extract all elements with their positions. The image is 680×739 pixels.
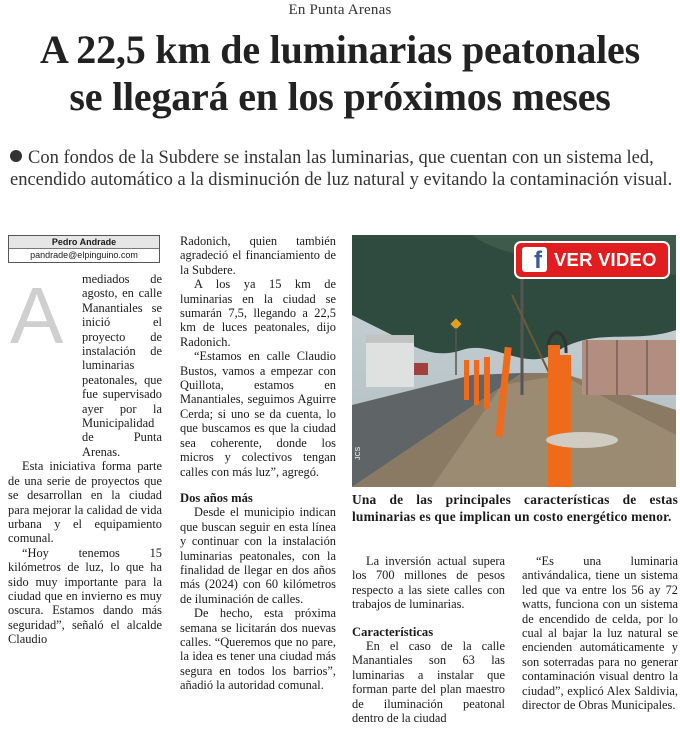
video-button-label: VER VIDEO bbox=[554, 249, 657, 270]
article-kicker: En Punta Arenas bbox=[288, 2, 392, 18]
byline-email: pandrade@elpinguino.com bbox=[30, 250, 138, 260]
paragraph: Esta iniciativa forma parte de una serie de proyectos que se desarrollan en la ciudad para mejorar la calidad de vida urbana y el equipamiento comunal. bbox=[8, 459, 162, 546]
body-column-1 bbox=[8, 272, 162, 647]
paragraph: En el caso de la calle Manantiales son 63 las luminarias a instalar que forman parte del plan maestro de iluminación peatonal dentro de la ciudad bbox=[352, 639, 505, 726]
article-lede bbox=[10, 147, 678, 191]
paragraph: mediados de agosto, en calle Manantiales se inició el proyecto de instalación de luminarias peatonales, que fue supervisado ayer por la Municipalidad de Punta Arenas. bbox=[82, 272, 162, 459]
video-button[interactable] bbox=[516, 243, 668, 277]
photo-caption: Una de las principales características de estas luminarias es que implican un costo energético menor. bbox=[352, 492, 678, 524]
lede-text: Con fondos de la Subdere se instalan las luminarias, que cuentan con un sistema led, encendido automático a la disminución de luz natural y evitando la contaminación visual. bbox=[10, 148, 673, 190]
subheading-dos-anos: Dos años más bbox=[180, 490, 253, 505]
paragraph: “Hoy tenemos 15 kilómetros de luz, lo que ha sido muy importante para la ciudad que en invierno es muy oscura. Estamos dando más seguridad”, señaló el alcalde Claudio bbox=[8, 545, 162, 647]
body-column-4 bbox=[522, 554, 678, 712]
paragraph: La inversión actual supera los 700 millones de pesos respecto a las siete calles con trabajos de luminarias. bbox=[352, 554, 505, 612]
photo-credit: JCS bbox=[355, 446, 362, 460]
body-column-3 bbox=[352, 554, 505, 725]
paragraph: De hecho, esta próxima semana se licitarán dos nuevas calles. “Queremos que no pare, la idea es tener una ciudad más segura en todos los barrios”, añadió la autoridad comunal. bbox=[180, 606, 336, 693]
article-headline bbox=[0, 26, 680, 120]
byline-box bbox=[8, 235, 160, 263]
paragraph: Desde el municipio indican que buscan seguir en esta línea y continuar con la instalación luminarias peatonales, con la finalidad de llegar en dos años más (2024) con 60 kilómetros de iluminación de calles. bbox=[180, 505, 336, 606]
body-column-2 bbox=[180, 234, 336, 693]
byline-author: Pedro Andrade bbox=[9, 236, 159, 249]
paragraph: “Es una luminaria antivándalica, tiene un sistema led que va entre los 56 ay 72 watts, funciona con un sistema de encendido de celda, por lo cual al bajar la luz natural se encienden automáticamente y son soterradas para no generar contaminación visual dentro la ciudad”, explicó Alex Saldivia, director de Obras Municipales. bbox=[522, 554, 678, 713]
paragraph: Radonich, quien también agradeció el financiamiento de la Subdere. bbox=[180, 234, 336, 277]
paragraph: A los ya 15 km de luminarias en la ciudad se sumarán 7,5, llegando a 22,5 km de luces peatonales, dijo Radonich. bbox=[180, 277, 336, 349]
bullet-icon bbox=[10, 150, 22, 162]
drop-cap: A bbox=[10, 271, 64, 360]
headline-line-2: se llegará en los próximos meses bbox=[69, 74, 611, 119]
paragraph: “Estamos en calle Claudio Bustos, vamos a empezar con Quillota, estamos en Manantiales, seguimos Aguirre Cerda; si uno se da cuenta, lo que buscamos es que la ciudad sea coherente, donde los micros y colectivos tengan calles con más luz”, agregó. bbox=[180, 349, 336, 479]
headline-line-1: A 22,5 km de luminarias peatonales bbox=[40, 27, 640, 72]
subheading-caracteristicas: Características bbox=[352, 624, 434, 639]
facebook-icon: f bbox=[522, 247, 547, 272]
